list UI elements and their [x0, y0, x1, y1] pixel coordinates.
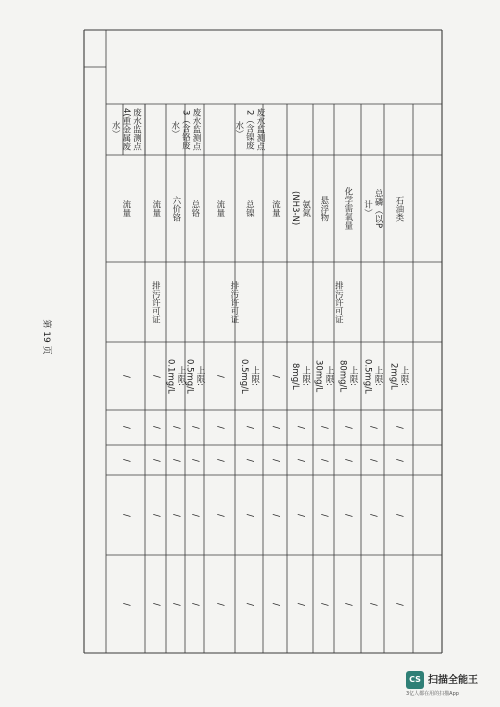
site-2-label-text: 废水监测点 2（含镍废 水） [233, 108, 265, 151]
slash-3-0-text: / [318, 426, 329, 429]
slash-9-0-text: / [170, 426, 181, 429]
limit-3-text: 上限: 30mg/L [313, 359, 335, 393]
basis-group-3-text: 排污许可证 [150, 280, 161, 324]
limit-6-text: 上限: 0.5mg/L [239, 358, 260, 394]
slash-3-3-text: / [318, 602, 329, 606]
slash-5-3-text: / [270, 602, 281, 606]
param-9-text: 六价铬 [170, 195, 181, 222]
slash-11-2-text: / [120, 513, 131, 517]
slash-1-2-text: / [367, 513, 378, 517]
param-0-text: 石油类 [393, 195, 404, 222]
slash-4-0-text: / [295, 426, 306, 429]
page-number: 第 19 页 [41, 319, 51, 355]
slash-10-0-text: / [150, 426, 161, 429]
param-11-text: 流量 [120, 200, 131, 217]
slash-2-1-text: / [342, 458, 353, 462]
limit-11-text: / [120, 374, 131, 378]
slash-0-1-text: / [393, 458, 404, 462]
slash-6-0-text: / [244, 426, 255, 429]
param-3-text: 悬浮物 [318, 195, 329, 222]
slash-7-2-text: / [214, 513, 225, 517]
slash-0-3-text: / [393, 602, 404, 606]
param-8-text: 总铬 [189, 200, 200, 217]
slash-1-3-text: / [367, 602, 378, 606]
param-4-text: 氨氮 (NH3-N) [290, 191, 311, 226]
slash-7-0-text: / [214, 426, 225, 429]
slash-8-2-text: / [189, 513, 200, 517]
slash-5-1-text: / [270, 458, 281, 462]
param-6-text: 总镍 [244, 200, 255, 217]
slash-2-2-text: / [342, 513, 353, 517]
slash-5-2-text: / [270, 513, 281, 517]
limit-0-text: 上限: 2mg/L [388, 362, 410, 390]
param-10-text: 流量 [150, 200, 161, 217]
slash-7-3-text: / [214, 602, 225, 606]
limit-5-text: / [270, 374, 281, 378]
limit-1-text: 上限: 0.5mg/L [362, 358, 384, 394]
slash-9-1-text: / [170, 458, 181, 462]
limit-8-text: 上限: 0.5mg/L [184, 358, 206, 394]
slash-11-3-text: / [120, 602, 131, 606]
slash-5-0-text: / [270, 426, 281, 429]
scanner-logo-icon: CS [406, 671, 424, 689]
slash-10-3-text: / [150, 602, 161, 606]
limit-2-text: 上限: 80mg/L [337, 359, 359, 393]
slash-1-0-text: / [367, 426, 378, 429]
slash-8-3-text: / [189, 602, 200, 606]
slash-1-1-text: / [367, 458, 378, 462]
limit-9-text: 上限: 0.1mg/L [165, 358, 187, 394]
slash-4-1-text: / [295, 458, 306, 462]
slash-2-0-text: / [342, 426, 353, 429]
slash-8-0-text: / [189, 426, 200, 429]
slash-3-2-text: / [318, 513, 329, 517]
scanner-watermark [406, 669, 490, 699]
watermark-title: 扫描全能王 [428, 675, 478, 686]
slash-4-3-text: / [295, 602, 306, 606]
slash-6-1-text: / [244, 458, 255, 462]
slash-6-3-text: / [244, 602, 255, 606]
limit-4-text: 上限: 8mg/L [290, 362, 311, 390]
slash-0-0-text: / [393, 426, 404, 429]
slash-8-1-text: / [189, 458, 200, 462]
param-2-text: 化学需氧量 [342, 187, 353, 230]
slash-0-2-text: / [393, 513, 404, 517]
param-1-text: 总磷（以P 计） [362, 188, 384, 229]
limit-7-text: / [214, 374, 225, 378]
slash-10-2-text: / [150, 513, 161, 517]
param-7-text: 流量 [214, 200, 225, 217]
slash-6-2-text: / [244, 513, 255, 517]
watermark-subtitle: 3亿人都在用的扫描App [406, 691, 459, 697]
slash-11-0-text: / [120, 426, 131, 429]
site-4-label-text: 废水监测点 4(重金属废 水） [110, 108, 142, 151]
param-5-text: 流量 [270, 200, 281, 217]
slash-7-1-text: / [214, 458, 225, 462]
basis-group-2-text: 排污许可证 [228, 280, 239, 324]
slash-10-1-text: / [150, 458, 161, 462]
slash-3-1-text: / [318, 458, 329, 462]
site-3-label-text: 废水监测点 3（含铬废 水） [169, 108, 201, 151]
limit-10-text: / [150, 374, 161, 378]
slash-9-2-text: / [170, 513, 181, 517]
slash-11-1-text: / [120, 458, 131, 462]
slash-9-3-text: / [170, 602, 181, 606]
slash-2-3-text: / [342, 602, 353, 606]
basis-group-1-text: 排污许可证 [333, 280, 344, 324]
slash-4-2-text: / [295, 513, 306, 517]
